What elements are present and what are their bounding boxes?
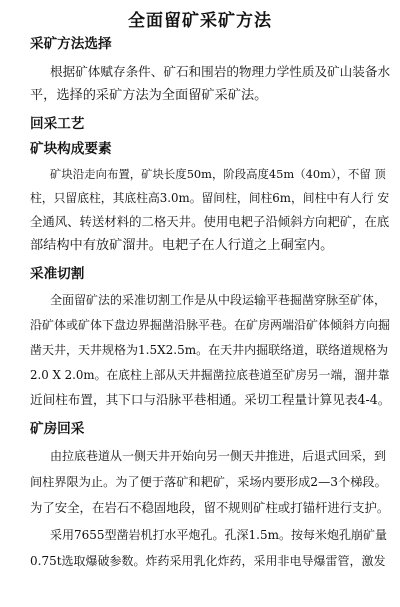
- paragraph-line: 采用7655型凿岩机打水平炮孔。孔深1.5m。按每米炮孔崩矿量: [50, 528, 388, 542]
- section-heading-cutting: 采准切割: [30, 266, 85, 282]
- section-heading-block: 矿块构成要素: [30, 141, 112, 157]
- section-heading-recovery: 回采工艺: [30, 116, 85, 132]
- page-title: 全面留矿采矿方法: [128, 11, 272, 31]
- section-heading-stoping: 矿房回采: [30, 421, 85, 437]
- paragraph-line: 为了安全，在岩石不稳固地段，留不规则矿柱或打锚杆进行支护。: [30, 500, 390, 515]
- paragraph-line: 平，选择的采矿方法为全面留矿采矿法。: [30, 88, 268, 103]
- paragraph-line: 间柱界限为止。为了便于落矿和耙矿，采场内要形成2—3个梯段。: [30, 475, 387, 489]
- paragraph-line: 根据矿体赋存条件、矿石和围岩的物理力学性质及矿山装备水: [50, 64, 391, 79]
- section-heading-method-select: 采矿方法选择: [30, 36, 112, 52]
- paragraph-line: 由拉底巷道从一侧天井开始向另一侧天井推进，后退式回采，到: [50, 449, 387, 463]
- paragraph-line: 全通风、转送材料的二格天井。使用电耙子沿倾斜方向耙矿，在底: [30, 214, 390, 229]
- paragraph-line: 全面留矿法的采准切割工作是从中段运输平巷掘凿穿脉至矿体，: [50, 293, 387, 307]
- paragraph-line: 矿块沿走向布置，矿块长度50m，阶段高度45m（40m），不留 顶: [50, 167, 386, 181]
- paragraph-line: 2.0 X 2.0m。在底柱上部从天井掘凿拉底巷道至矿房另一端，溜井靠: [30, 368, 390, 382]
- paragraph-line: 0.75t选取爆破参数。炸药采用乳化炸药，采用非电导爆雷管，激发: [30, 554, 386, 568]
- paragraph-line: 近间柱布置，其下口与沿脉平巷相通。采切工程量计算见表4-4。: [30, 392, 391, 407]
- paragraph-line: 凿天井，天井规格为1.5X2.5m。在天井内掘联络道，联络道规格为: [30, 343, 389, 357]
- paragraph-line: 部结构中有放矿溜井。电耙子在人行道之上硐室内。: [30, 238, 334, 253]
- paragraph-line: 沿矿体或矿体下盘边界掘凿沿脉平巷。在矿房两端沿矿体倾斜方向掘: [30, 318, 391, 332]
- paragraph-line: 柱，只留底柱，其底柱高3.0m。留间柱，间柱6m，间柱中有人行 安: [30, 191, 390, 205]
